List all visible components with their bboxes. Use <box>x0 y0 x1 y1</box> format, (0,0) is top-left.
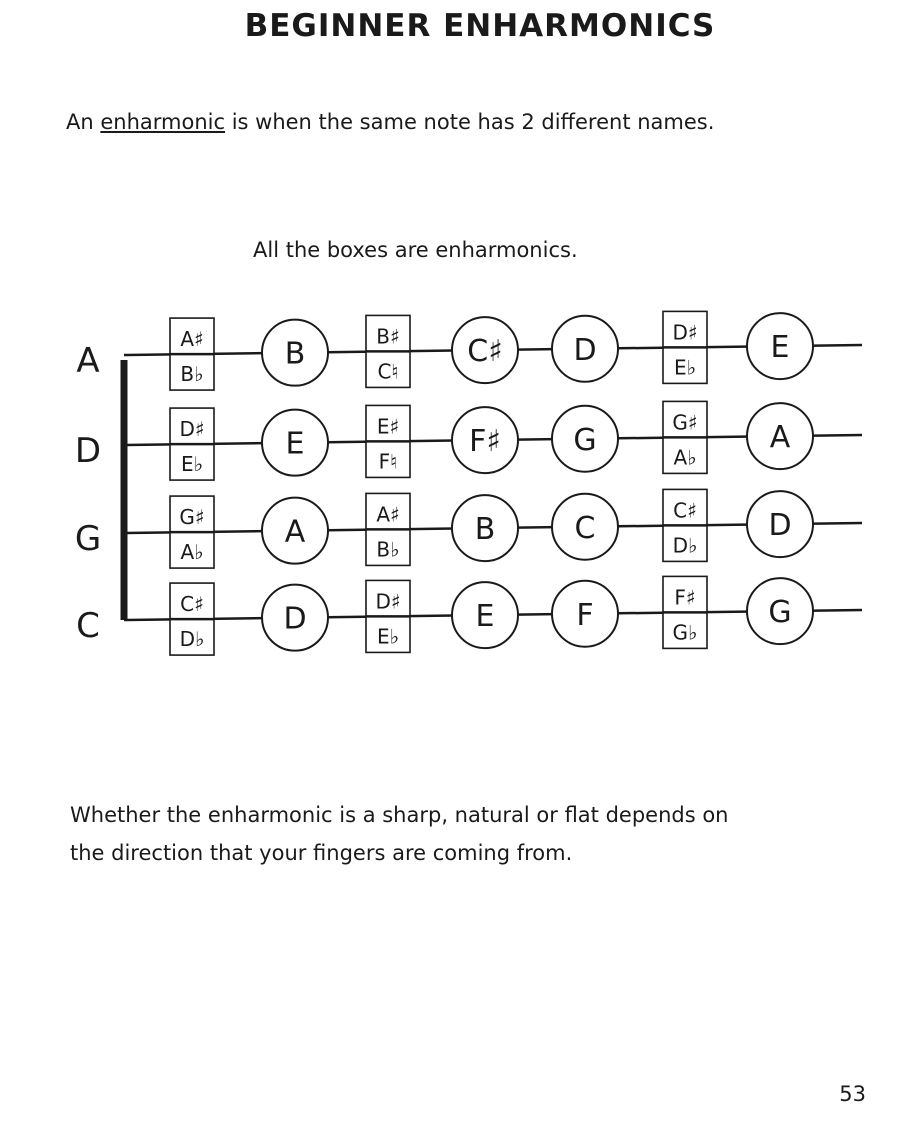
note-circle-label: C♯ <box>467 334 503 370</box>
enharmonic-top-note: E♯ <box>376 414 400 439</box>
enharmonic-bottom-note: D♭ <box>672 533 698 558</box>
enharmonic-top-note: A♯ <box>180 327 204 352</box>
enharmonic-top-note: C♯ <box>180 592 204 617</box>
intro-after: is when the same note has 2 different names. <box>225 110 715 134</box>
note-circle-label: D <box>573 332 597 368</box>
note-circle-label: A <box>769 420 791 456</box>
note-circle-label: D <box>768 508 792 544</box>
string-name-label: C <box>76 606 100 646</box>
note-circle-label: G <box>573 422 597 458</box>
enharmonic-bottom-note: F♮ <box>378 449 398 474</box>
explanation-text <box>70 796 870 872</box>
note-circle-label: F♯ <box>469 424 501 460</box>
string-name-label: D <box>74 431 102 471</box>
note-circle-label: E <box>285 426 305 462</box>
enharmonic-top-note: F♯ <box>674 585 696 610</box>
note-circle-label: E <box>770 330 790 366</box>
string-name-label: G <box>74 519 102 559</box>
enharmonic-bottom-note: E♭ <box>180 452 204 477</box>
note-circle-label: F <box>576 597 594 633</box>
note-circle-label: A <box>284 514 306 550</box>
enharmonic-bottom-note: E♭ <box>673 355 697 380</box>
explanation-line: the direction that your fingers are coming from. <box>70 841 573 865</box>
note-circle-label: E <box>475 599 495 635</box>
enharmonic-bottom-note: D♭ <box>179 627 205 652</box>
note-circle-label: B <box>284 336 306 372</box>
enharmonic-bottom-note: B♭ <box>376 537 400 562</box>
enharmonic-top-note: G♯ <box>672 410 698 435</box>
intro-before: An <box>66 110 101 134</box>
enharmonic-top-note: A♯ <box>376 502 400 527</box>
enharmonic-bottom-note: E♭ <box>376 624 400 649</box>
intro-term: enharmonic <box>100 110 226 134</box>
note-circle-label: G <box>768 595 792 631</box>
enharmonic-top-note: G♯ <box>179 505 205 530</box>
enharmonic-top-note: B♯ <box>376 324 400 349</box>
enharmonic-top-note: D♯ <box>375 589 401 614</box>
enharmonic-bottom-note: A♭ <box>180 540 204 565</box>
page-number: 53 <box>839 1082 866 1106</box>
fingerboard-diagram <box>0 290 900 680</box>
enharmonic-bottom-note: A♭ <box>673 445 697 470</box>
enharmonic-top-note: C♯ <box>673 498 697 523</box>
enharmonic-bottom-note: B♭ <box>180 362 204 387</box>
enharmonic-top-note: D♯ <box>179 417 205 442</box>
diagram-caption: All the boxes are enharmonics. <box>253 238 578 262</box>
intro-sentence <box>66 110 714 134</box>
enharmonic-top-note: D♯ <box>672 320 698 345</box>
note-circle-label: B <box>474 512 496 548</box>
note-circle-label: D <box>283 601 307 637</box>
string-name-label: A <box>76 341 100 381</box>
explanation-line: Whether the enharmonic is a sharp, natural or flat depends on <box>70 803 729 827</box>
page-title: BEGINNER ENHARMONICS <box>244 8 716 44</box>
enharmonic-bottom-note: G♭ <box>672 620 698 645</box>
note-circle-label: C <box>574 510 596 546</box>
enharmonic-bottom-note: C♮ <box>377 359 399 384</box>
